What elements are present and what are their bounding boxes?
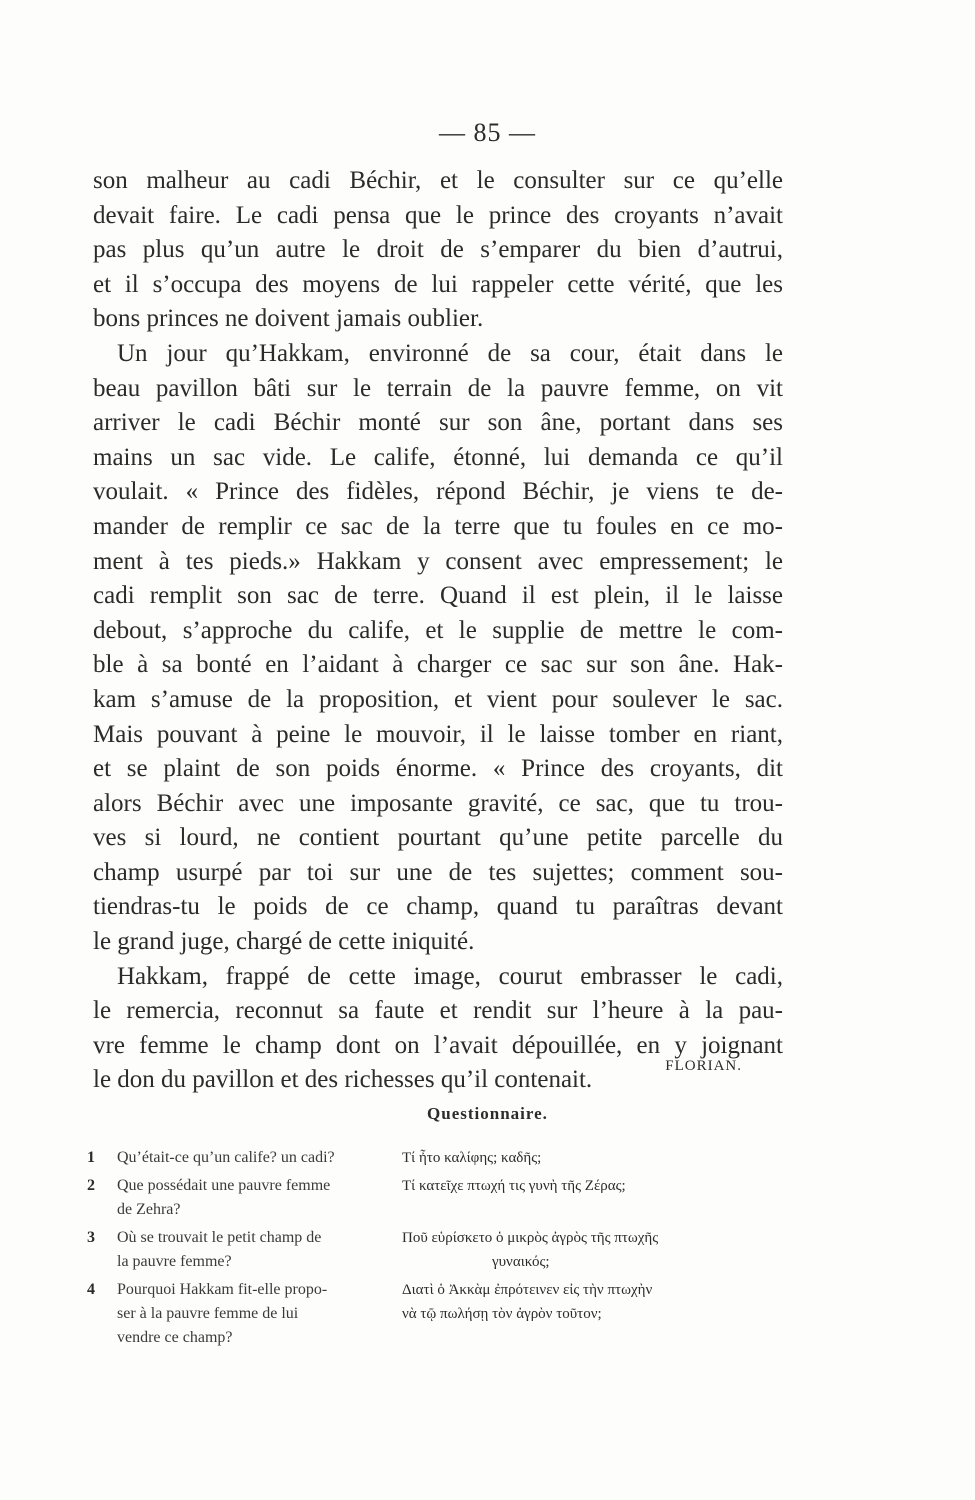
question-greek-line: Τί ἦτο καλίφης; καδῆς; — [402, 1150, 542, 1166]
text-line: mains un sac vide. Le calife, étonné, lui demanda ce qu’il — [93, 443, 783, 471]
text-line: ves si lourd, ne contient pourtant qu’une petite parcelle du — [93, 824, 783, 852]
questionnaire-title: Questionnaire. — [427, 1104, 548, 1123]
body-text — [93, 164, 783, 1098]
question-row — [87, 1278, 787, 1350]
text-line: ment à tes pieds.» Hakkam y consent avec empressement; le — [93, 547, 783, 575]
question-greek-line: νὰ τῷ πωλήσῃ τὸν ἀγρὸν τοῦτον; — [402, 1306, 602, 1322]
text-line: son malheur au cadi Béchir, et le consulter sur ce qu’elle — [93, 167, 783, 194]
text-line: champ usurpé par toi sur une de tes sujettes; comment sou- — [93, 858, 783, 886]
question-number: 2 — [87, 1177, 95, 1194]
text-line: arriver le cadi Béchir monté sur son âne, portant dans ses — [93, 409, 783, 437]
question-number: 1 — [87, 1149, 95, 1166]
question-french — [117, 1146, 402, 1170]
text-line: le remercia, reconnut sa faute et rendit sur l’heure à la pau- — [93, 997, 783, 1025]
text-line: ble à sa bonté en l’aidant à charger ce sac sur son âne. Hak- — [93, 651, 783, 679]
text-line: Un jour qu’Hakkam, environné de sa cour, était dans le — [117, 339, 783, 367]
text-line: alors Béchir avec une imposante gravité, ce sac, que tu trou- — [93, 789, 783, 817]
question-french — [117, 1278, 402, 1350]
question-french-line: ser à la pauvre femme de lui — [117, 1305, 299, 1322]
page-number: — 85 — — [439, 118, 536, 147]
text-line: vre femme le champ dont on l’avait dépouillée, en y joignant — [93, 1031, 783, 1059]
question-greek-line: γυναικός; — [492, 1254, 550, 1270]
question-french-line: Où se trouvait le petit champ de — [117, 1229, 322, 1246]
text-line: mander de remplir ce sac de la terre que tu foules en ce mo- — [93, 512, 783, 540]
text-line: et se plaint de son poids énorme. « Prince des croyants, dit — [93, 755, 783, 783]
text-line: debout, s’approche du calife, et le supplie de mettre le com- — [93, 616, 783, 644]
text-line: et il s’occupa des moyens de lui rappeler cette vérité, que les — [93, 270, 783, 298]
text-line: le don du pavillon et des richesses qu’il contenait. — [93, 1066, 593, 1094]
question-greek — [402, 1226, 787, 1274]
question-row — [87, 1226, 787, 1274]
text-line: tiendras-tu le poids de ce champ, quand tu paraîtras devant — [93, 893, 783, 921]
text-line: voulait. « Prince des fidèles, répond Béchir, je viens te de- — [93, 478, 783, 506]
question-number: 3 — [87, 1229, 95, 1246]
question-row — [87, 1174, 787, 1222]
question-greek — [402, 1174, 787, 1222]
question-french — [117, 1226, 402, 1274]
question-greek — [402, 1146, 787, 1170]
text-line: cadi remplit son sac de terre. Quand il est plein, il le laisse — [93, 582, 783, 610]
question-greek — [402, 1278, 787, 1350]
question-greek-line: Τί κατεῖχε πτωχή τις γυνὴ τῆς Ζέρας; — [402, 1178, 626, 1194]
text-line: bons princes ne doivent jamais oublier. — [93, 305, 484, 333]
questionnaire-table — [87, 1146, 787, 1354]
question-number: 4 — [87, 1281, 95, 1298]
question-french-line: vendre ce champ? — [117, 1329, 233, 1346]
question-french-line: Pourquoi Hakkam fit-elle propo- — [117, 1281, 328, 1298]
question-french-line: la pauvre femme? — [117, 1253, 232, 1270]
question-row — [87, 1146, 787, 1170]
text-line: le grand juge, chargé de cette iniquité. — [93, 928, 475, 956]
text-line: beau pavillon bâti sur le terrain de la pauvre femme, on vit — [93, 374, 783, 402]
author-signature: FLORIAN. — [665, 1058, 742, 1074]
text-line: Mais pouvant à peine le mouvoir, il le laisse tomber en riant, — [93, 720, 783, 748]
question-french — [117, 1174, 402, 1222]
text-line: kam s’amuse de la proposition, et vient pour soulever le sac. — [93, 685, 783, 713]
text-line: devait faire. Le cadi pensa que le prince des croyants n’avait — [93, 201, 783, 229]
text-line: pas plus qu’un autre le droit de s’emparer du bien d’autrui, — [93, 236, 783, 264]
question-french-line: de Zehra? — [117, 1201, 181, 1218]
text-line: Hakkam, frappé de cette image, courut embrasser le cadi, — [117, 962, 783, 990]
question-greek-line: Ποῦ εὑρίσκετο ὁ μικρὸς ἀγρὸς τῆς πτωχῆς — [402, 1230, 659, 1246]
question-greek-line: Διατὶ ὁ Ἀκκὰμ ἐπρότεινεν εἰς τὴν πτωχὴν — [402, 1282, 653, 1298]
question-french-line: Qu’était-ce qu’un calife? un cadi? — [117, 1149, 335, 1166]
question-french-line: Que possédait une pauvre femme — [117, 1177, 331, 1194]
